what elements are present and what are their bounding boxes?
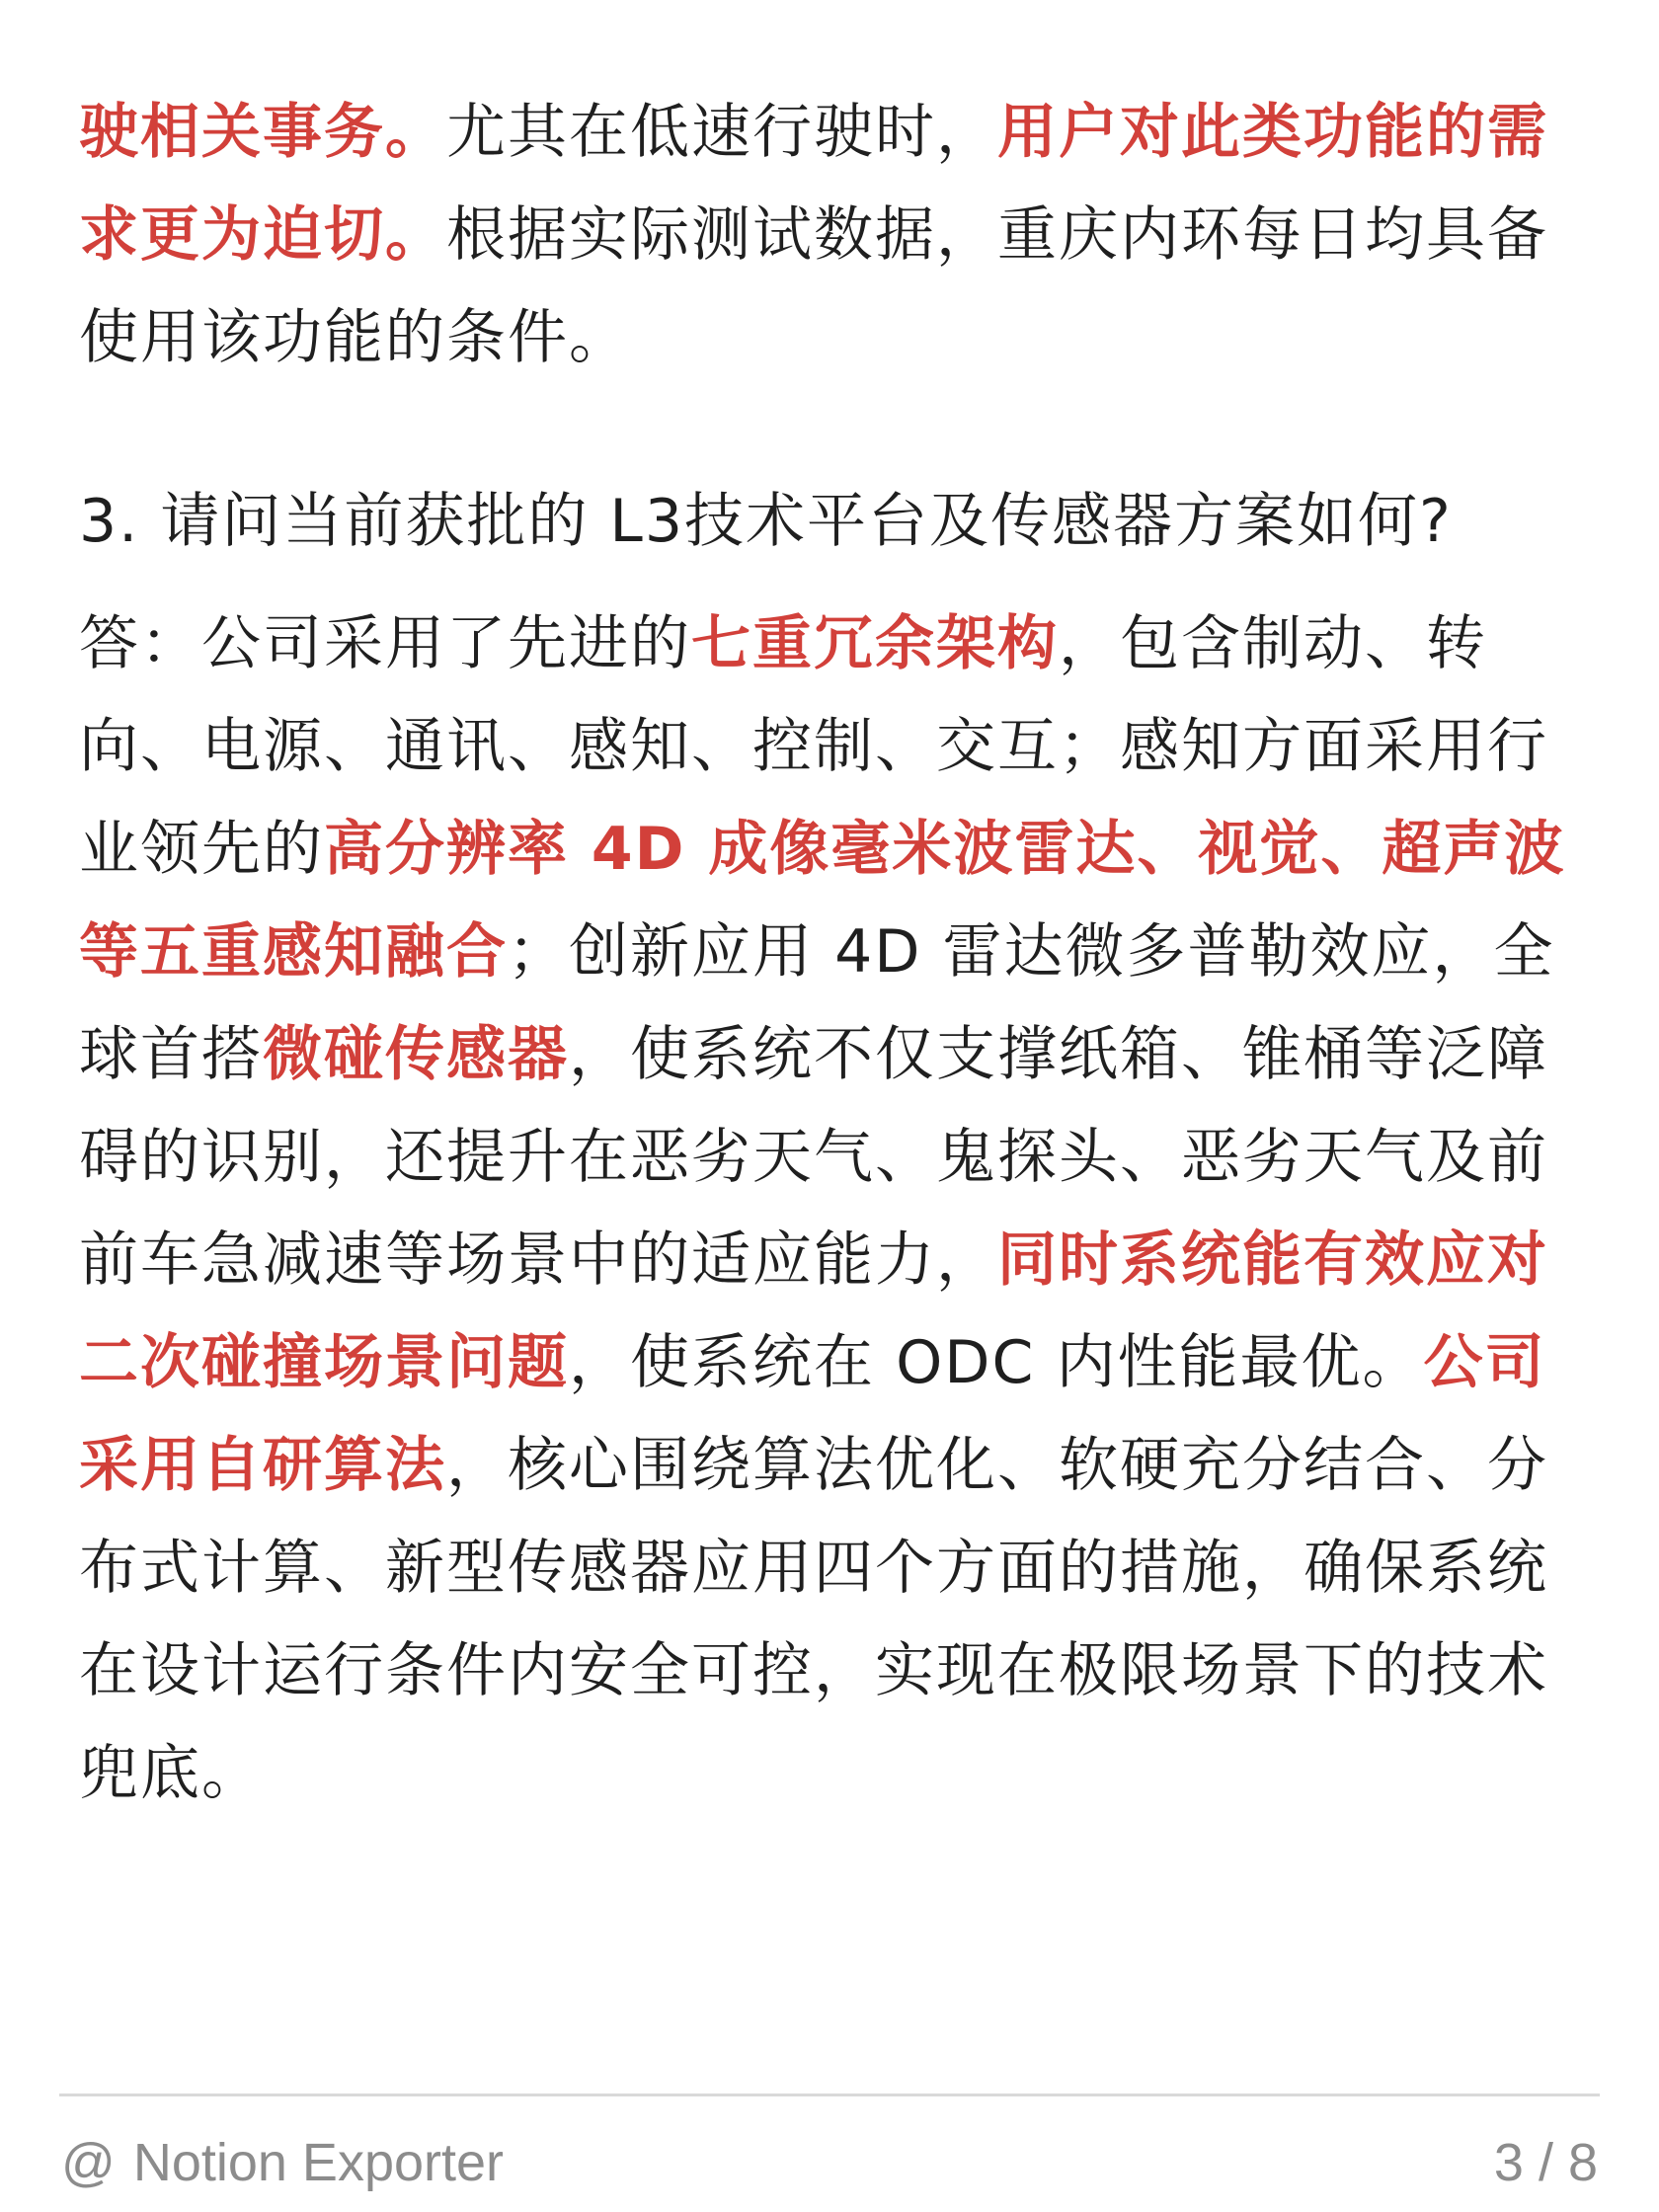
at-icon: @ (61, 2133, 116, 2192)
body-text: ；创新应用 4D 雷达微多普勒效应，全球首搭 (79, 917, 1555, 1089)
paragraph-spacer (79, 573, 1600, 592)
body-text: ，使系统不仅支撑纸箱、锥桶等泛障碍的识别，还提升在恶劣天气、鬼探头、恶劣天气及前前车急减速等场景中的适应能力， (79, 1020, 1548, 1295)
intro-paragraph (79, 81, 1600, 389)
paragraph-spacer (79, 389, 1600, 470)
body-text: 根据实际测试数据，重庆内环每日均具备使用该功能的条件。 (79, 200, 1548, 372)
highlighted-text: 公司采用自研算法 (79, 1328, 1546, 1500)
footer (61, 2123, 1598, 2202)
body-text: 答：公司采用了先进的 (79, 609, 691, 678)
page-indicator: 3 / 8 (1493, 2133, 1598, 2192)
article-body (79, 81, 1600, 1825)
highlighted-text: 七重冗余架构 (691, 609, 1059, 678)
body-text: ，包含制动、转向、电源、通讯、感知、控制、交互；感知方面采用行业领先的 (79, 609, 1548, 884)
body-text: ，核心围绕算法优化、软硬充分结合、分布式计算、新型传感器应用四个方面的措施，确保系统在设计运行条件内安全可控，实现在极限场景下的技术兜底。 (79, 1431, 1548, 1808)
highlighted-text: 微碰传感器 (263, 1020, 569, 1089)
highlighted-text: 驶相关事务。 (79, 98, 446, 167)
footer-brand (61, 2132, 504, 2193)
highlighted-text: 用户对此类功能的需求更为迫切。 (79, 98, 1548, 270)
body-text: 尤其在低速行驶时， (446, 98, 997, 167)
question-3 (79, 470, 1600, 573)
answer-3 (79, 592, 1600, 1825)
highlighted-text: 同时系统能有效应对二次碰撞场景问题 (79, 1225, 1548, 1397)
footer-brand-label: Notion Exporter (132, 2133, 505, 2192)
body-text: 3. 请问当前获批的 L3技术平台及传感器方案如何? (79, 487, 1453, 556)
footer-divider (59, 2094, 1600, 2096)
body-text: ，使系统在 ODC 内性能最优。 (569, 1328, 1424, 1397)
highlighted-text: 高分辨率 4D 成像毫米波雷达、视觉、超声波等五重感知融合 (79, 815, 1566, 987)
